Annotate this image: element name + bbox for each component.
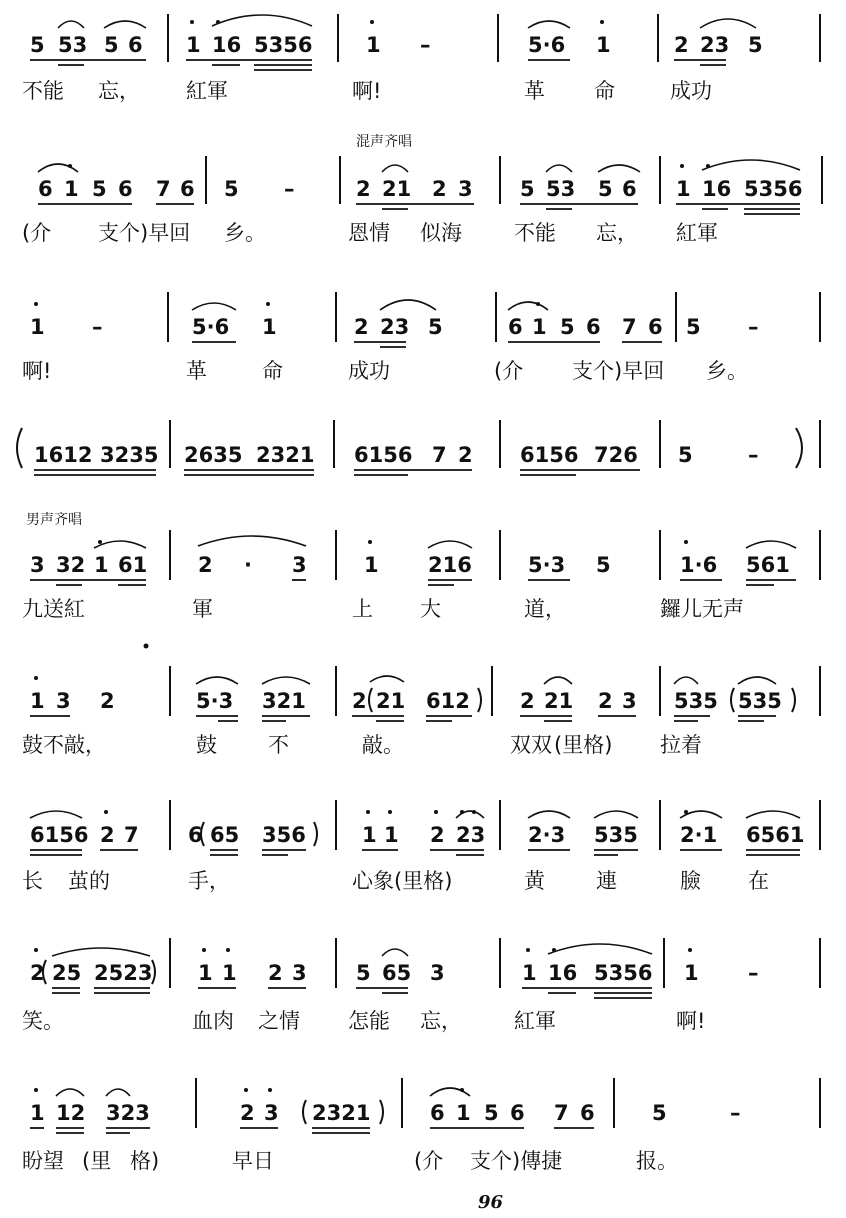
- note: 5: [92, 177, 107, 201]
- note: 5356: [594, 961, 653, 985]
- note: 2: [30, 961, 45, 985]
- note: 6561: [746, 823, 805, 847]
- note: 3: [622, 689, 637, 713]
- lyric: 忘，: [420, 1009, 462, 1033]
- note: 5: [520, 177, 535, 201]
- note: 65: [382, 961, 412, 985]
- lyric: 不能: [22, 79, 64, 103]
- note: 726: [594, 443, 638, 467]
- note: 7: [124, 823, 139, 847]
- note: 1: [676, 177, 691, 201]
- note: 1: [94, 553, 109, 577]
- note: 7: [554, 1101, 569, 1125]
- note: 6156: [30, 823, 89, 847]
- note: 5356: [254, 33, 313, 57]
- note: 23: [456, 823, 486, 847]
- note: 53: [58, 33, 88, 57]
- lyric: 支个)早回: [98, 221, 191, 245]
- note: 2523: [94, 961, 153, 985]
- page-number: 96: [478, 1192, 504, 1213]
- note: 32: [56, 553, 86, 577]
- note: 535: [594, 823, 638, 847]
- note: 6: [118, 177, 133, 201]
- note: 323: [106, 1101, 150, 1125]
- lyric: 連: [596, 869, 617, 893]
- note: 23: [380, 315, 410, 339]
- note: 2: [674, 33, 689, 57]
- score-line-7: [22, 800, 820, 894]
- note: 1: [364, 553, 379, 577]
- note: 5: [596, 553, 611, 577]
- score-line-4: [17, 420, 820, 475]
- lyric: 忘，: [596, 221, 638, 245]
- note: 5: [598, 177, 613, 201]
- note: 1: [596, 33, 611, 57]
- note: 6: [648, 315, 663, 339]
- voice-label: 男声齐唱: [26, 512, 82, 528]
- note: 561: [746, 553, 790, 577]
- note: 2: [354, 315, 369, 339]
- lyric: 恩情: [348, 221, 390, 245]
- note: 1: [64, 177, 79, 201]
- lyric: 成功: [348, 359, 390, 383]
- note: 1612: [34, 443, 93, 467]
- note: 3: [458, 177, 473, 201]
- lyric: 紅軍: [186, 79, 228, 103]
- note: ·: [244, 553, 252, 577]
- lyric: 手，: [188, 869, 230, 893]
- note: 2: [240, 1101, 255, 1125]
- lyric: 不: [268, 733, 289, 757]
- note: –: [748, 961, 759, 985]
- note: 12: [56, 1101, 86, 1125]
- lyric: (介: [22, 221, 52, 245]
- lyric: 紅軍: [514, 1009, 556, 1033]
- lyric: 黄: [524, 869, 545, 893]
- note: 6: [38, 177, 53, 201]
- lyric: 紅軍: [676, 221, 718, 245]
- note: 1: [522, 961, 537, 985]
- lyric: 支个)早回: [572, 359, 665, 383]
- note: 5356: [744, 177, 803, 201]
- score-line-3: [22, 292, 820, 383]
- note: –: [748, 315, 759, 339]
- note: 1: [384, 823, 399, 847]
- score-line-6: [22, 644, 820, 759]
- lyric: 上: [352, 597, 373, 621]
- lyric: (介: [494, 359, 524, 383]
- lyric: 鼓不敲，: [22, 733, 106, 757]
- note: 16: [702, 177, 732, 201]
- note: 21: [382, 177, 412, 201]
- note: –: [730, 1101, 741, 1125]
- note: 65: [210, 823, 240, 847]
- lyric: 血肉: [192, 1009, 234, 1033]
- note: 5: [484, 1101, 499, 1125]
- note: 1·6: [680, 553, 718, 577]
- lyric: 大: [420, 597, 441, 621]
- note: 2: [352, 689, 367, 713]
- lyric: 心象(里格): [352, 869, 453, 893]
- note: 1: [222, 961, 237, 985]
- note: 6: [622, 177, 637, 201]
- lyric: 茧的: [68, 869, 110, 893]
- note: 7: [622, 315, 637, 339]
- note: 1: [198, 961, 213, 985]
- lyric: 拉着: [660, 733, 702, 757]
- note: 61: [118, 553, 148, 577]
- score-line-2: [22, 134, 822, 246]
- note: 216: [428, 553, 472, 577]
- note: 6: [580, 1101, 595, 1125]
- note: 5: [104, 33, 119, 57]
- note: 5: [652, 1101, 667, 1125]
- note: 3: [56, 689, 71, 713]
- note: 6: [188, 823, 203, 847]
- note: 3235: [100, 443, 159, 467]
- lyric: 盼望: [22, 1149, 64, 1173]
- lyric: 长: [22, 869, 43, 893]
- note: 2: [432, 177, 447, 201]
- note: 2·3: [528, 823, 566, 847]
- note: 3: [30, 553, 45, 577]
- lyric: 不能: [514, 221, 556, 245]
- note: 1: [262, 315, 277, 339]
- note: 6156: [520, 443, 579, 467]
- note: 16: [212, 33, 242, 57]
- note: 2: [356, 177, 371, 201]
- lyric: 革: [524, 79, 545, 103]
- note: –: [92, 315, 103, 339]
- note: 3: [292, 961, 307, 985]
- lyric: 报。: [636, 1149, 678, 1173]
- lyric: 似海: [420, 221, 462, 245]
- note: 2: [598, 689, 613, 713]
- note: 3: [292, 553, 307, 577]
- voice-label: 混声齐唱: [356, 134, 412, 150]
- score-line-8: [22, 938, 820, 1034]
- lyric: 命: [262, 359, 283, 383]
- note: 5: [686, 315, 701, 339]
- lyric: 早日: [232, 1149, 274, 1173]
- lyric: 啊!: [22, 359, 52, 383]
- note: 5·6: [192, 315, 230, 339]
- note: –: [748, 443, 759, 467]
- note: 5·3: [196, 689, 234, 713]
- note: 6: [510, 1101, 525, 1125]
- note: 2·1: [680, 823, 718, 847]
- note: 535: [674, 689, 718, 713]
- note: 6: [508, 315, 523, 339]
- note: –: [284, 177, 295, 201]
- lyric: 之情: [258, 1009, 300, 1033]
- note: 16: [548, 961, 578, 985]
- note: 2: [268, 961, 283, 985]
- lyric: 鼓: [196, 733, 217, 757]
- note: 6: [430, 1101, 445, 1125]
- note: 2: [100, 823, 115, 847]
- note: 5: [30, 33, 45, 57]
- note: 356: [262, 823, 306, 847]
- score-line-9: [22, 1078, 820, 1173]
- note: 1: [30, 1101, 45, 1125]
- note: 25: [52, 961, 82, 985]
- note: 321: [262, 689, 306, 713]
- note: 5: [224, 177, 239, 201]
- lyric: 支个)傳捷: [470, 1149, 563, 1173]
- note: 1: [30, 315, 45, 339]
- note: 1: [362, 823, 377, 847]
- note: 21: [544, 689, 574, 713]
- lyric: 軍: [192, 597, 213, 621]
- note: 53: [546, 177, 576, 201]
- note: 2321: [312, 1101, 371, 1125]
- note: 23: [700, 33, 730, 57]
- lyric: 九送紅: [22, 597, 85, 621]
- note: 6156: [354, 443, 413, 467]
- note: 535: [738, 689, 782, 713]
- note: 5: [560, 315, 575, 339]
- note: 1: [30, 689, 45, 713]
- note: 7: [432, 443, 447, 467]
- lyric: (介: [414, 1149, 444, 1173]
- note: 3: [430, 961, 445, 985]
- note: 2: [520, 689, 535, 713]
- note: 2: [458, 443, 473, 467]
- lyric: 道，: [524, 597, 566, 621]
- note: 5: [356, 961, 371, 985]
- note: 21: [376, 689, 406, 713]
- note: 1: [456, 1101, 471, 1125]
- note: 5: [428, 315, 443, 339]
- note: 1: [532, 315, 547, 339]
- note: 2: [100, 689, 115, 713]
- lyric: (里格): [554, 733, 613, 757]
- note: 1: [684, 961, 699, 985]
- lyric: 啊!: [352, 79, 382, 103]
- note: 5·6: [528, 33, 566, 57]
- note: 6: [180, 177, 195, 201]
- lyric: 乡。: [224, 221, 266, 245]
- lyric: 命: [594, 79, 615, 103]
- note: –: [420, 33, 431, 57]
- note: 612: [426, 689, 470, 713]
- lyric: 敲。: [362, 733, 404, 757]
- note: 3: [264, 1101, 279, 1125]
- note: 6: [128, 33, 143, 57]
- score-line-5: [22, 512, 820, 622]
- note: 5: [748, 33, 763, 57]
- lyric: 怎能: [348, 1009, 390, 1033]
- lyric: 笑。: [22, 1009, 64, 1033]
- lyric: 臉: [680, 869, 701, 893]
- lyric: 革: [186, 359, 207, 383]
- note: 5: [678, 443, 693, 467]
- note: 1: [186, 33, 201, 57]
- lyric: 成功: [670, 79, 712, 103]
- note: 1: [366, 33, 381, 57]
- lyric: 格): [130, 1149, 160, 1173]
- lyric: 忘，: [98, 79, 140, 103]
- lyric: 乡。: [706, 359, 748, 383]
- lyric: (里: [82, 1149, 112, 1173]
- note: 5·3: [528, 553, 566, 577]
- lyric: 鑼儿无声: [660, 597, 744, 621]
- note: 2635: [184, 443, 243, 467]
- score-line-1: [22, 14, 820, 104]
- note: 7: [156, 177, 171, 201]
- note: 2321: [256, 443, 315, 467]
- note: 2: [198, 553, 213, 577]
- note: 6: [586, 315, 601, 339]
- lyric: 啊!: [676, 1009, 706, 1033]
- lyric: 双双: [510, 733, 552, 757]
- note: 2: [430, 823, 445, 847]
- lyric: 在: [748, 869, 769, 893]
